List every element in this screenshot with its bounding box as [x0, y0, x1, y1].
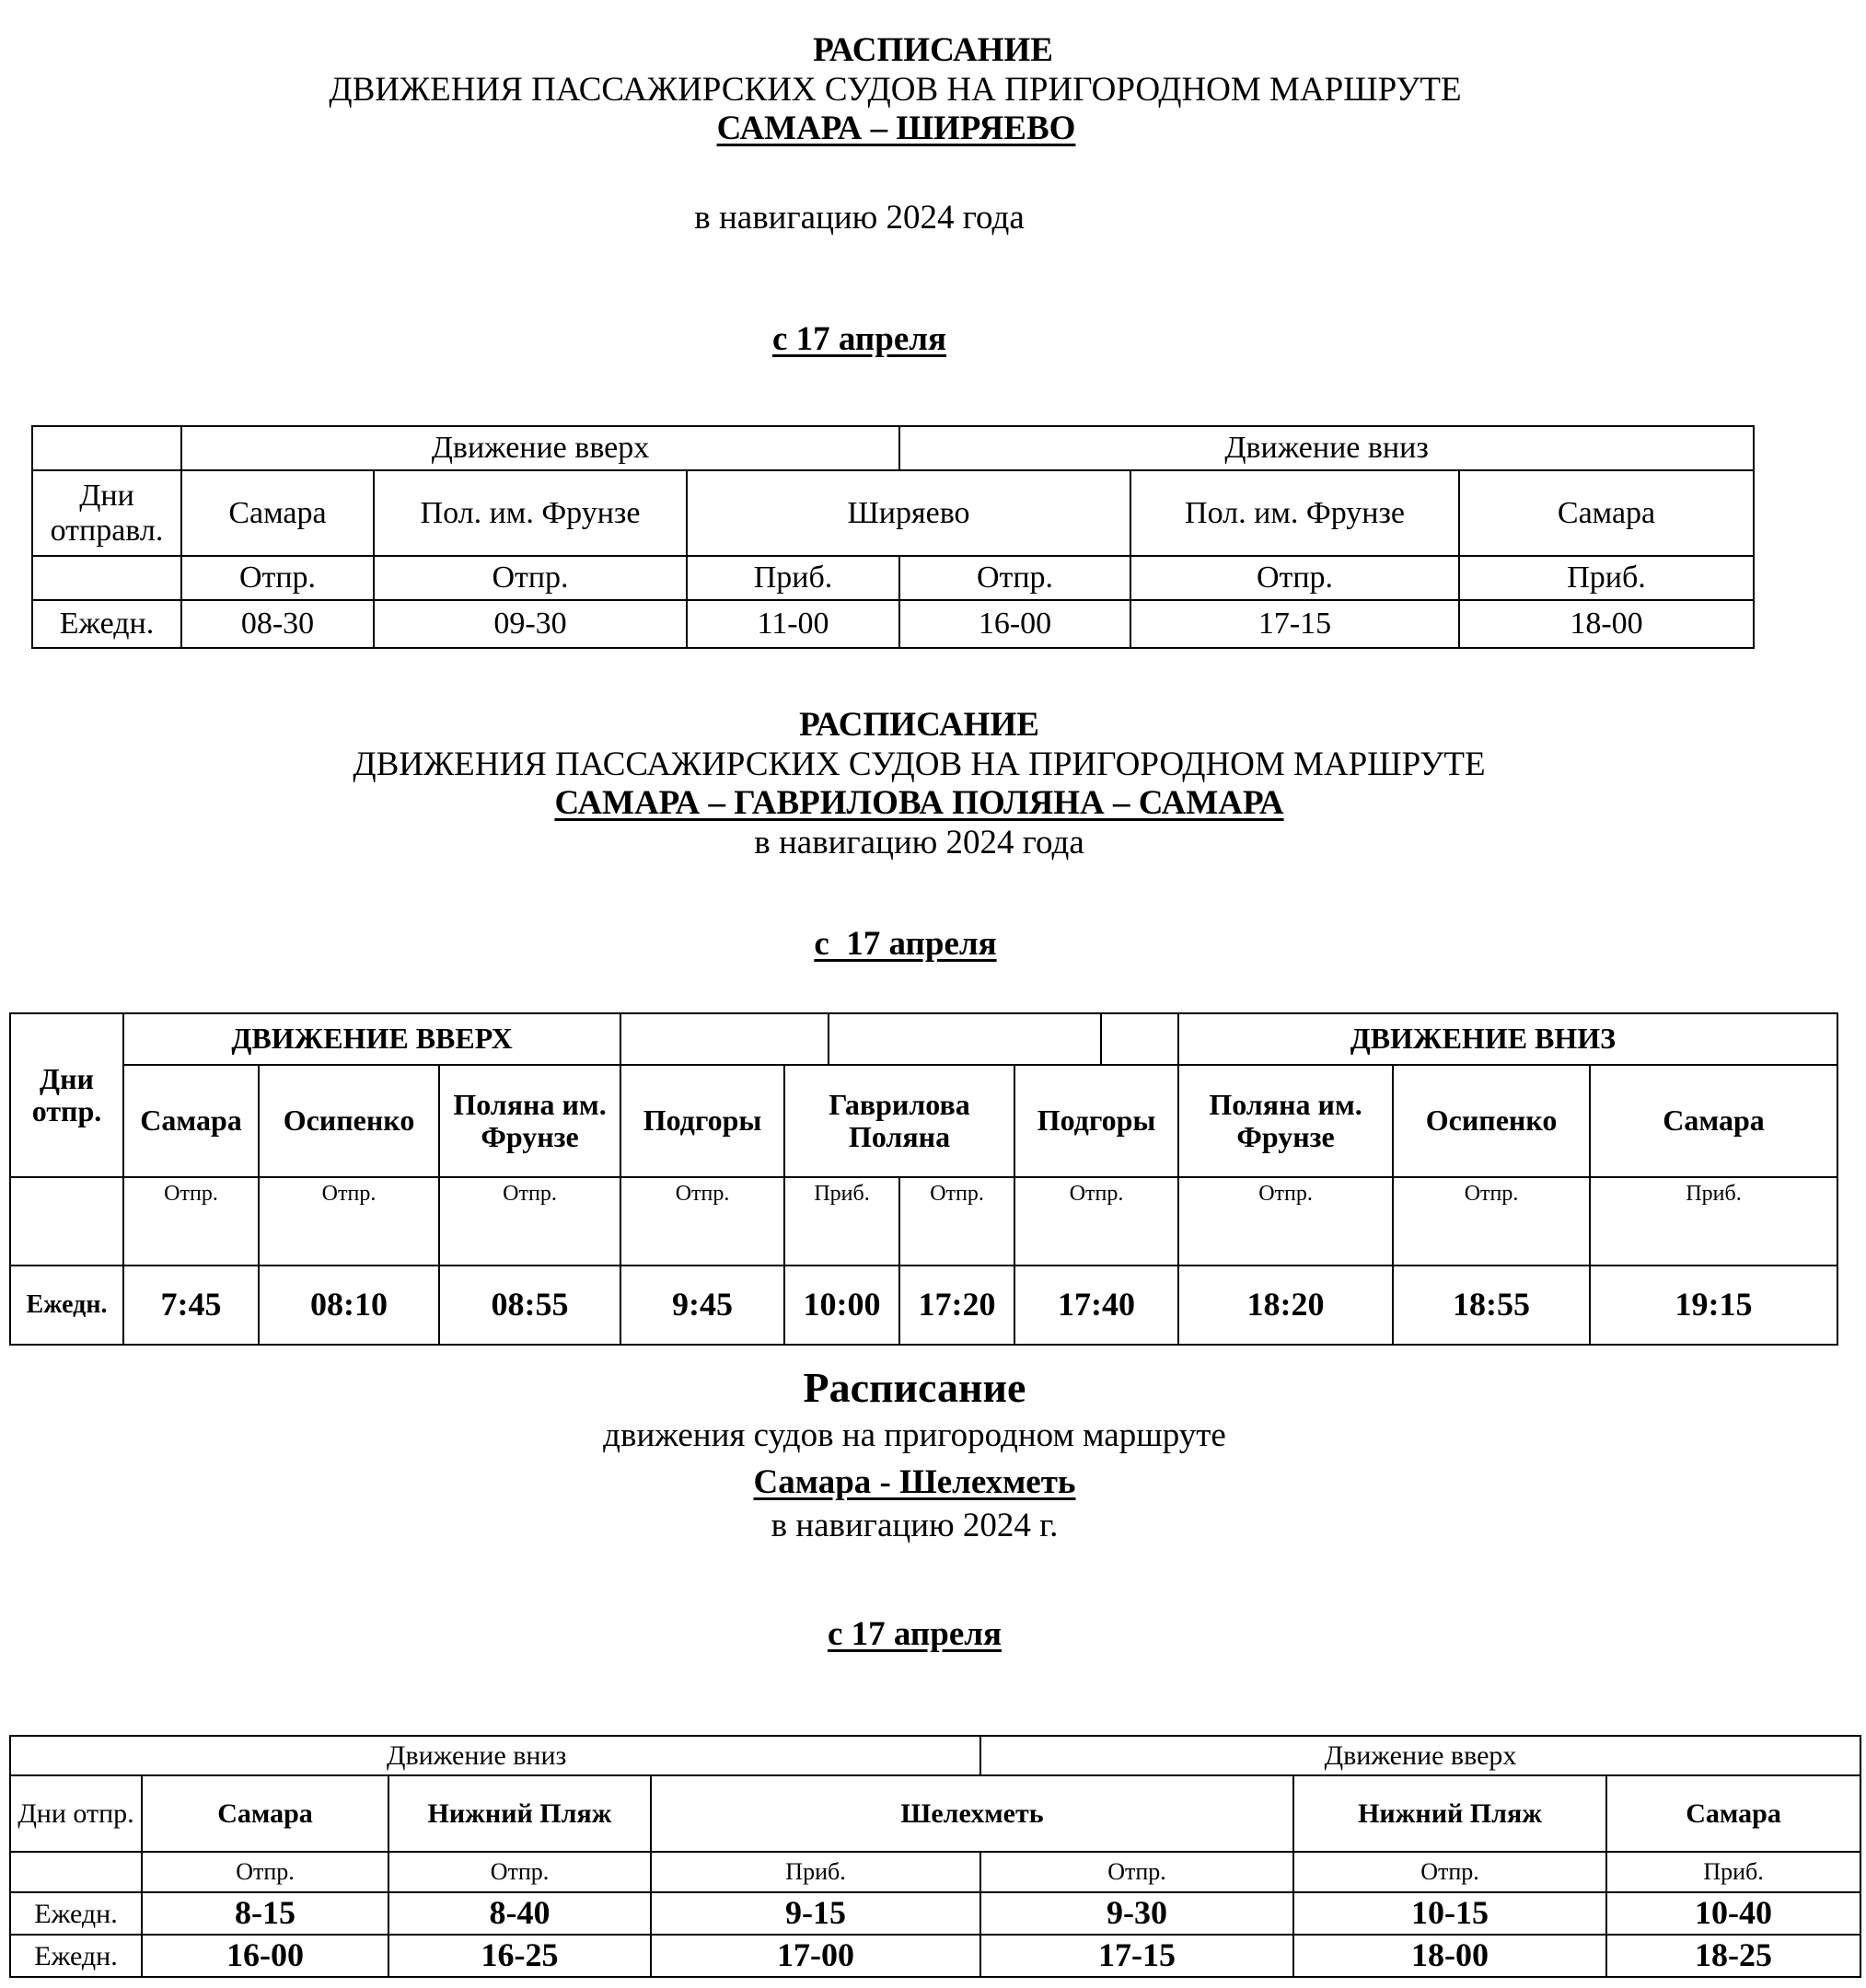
time-cell: 18:55 — [1393, 1266, 1590, 1345]
operation-label: Отпр. — [1130, 556, 1459, 600]
time-cell: 16-00 — [899, 600, 1130, 648]
days-cell: Ежедн. — [10, 1266, 123, 1345]
schedule-3-header — [0, 1364, 1848, 1546]
table-row — [10, 1935, 1860, 1977]
time-cell: 08-30 — [181, 600, 374, 648]
direction-down-header: Движение вниз — [899, 426, 1754, 470]
time-cell: 9-30 — [980, 1892, 1293, 1935]
schedule-2-header — [0, 706, 1866, 862]
time-cell: 08:55 — [439, 1266, 620, 1345]
time-cell: 17-00 — [651, 1935, 980, 1977]
schedule-1-season: в навигацию 2024 года — [694, 199, 1025, 237]
days-cell: Ежедн. — [10, 1892, 142, 1935]
direction-down-header: Движение вниз — [10, 1736, 980, 1775]
schedule-1-route: САМАРА – ШИРЯЕВО — [716, 110, 1076, 148]
operation-label: Приб. — [1459, 556, 1754, 600]
empty-cell — [32, 426, 181, 470]
empty-cell — [10, 1177, 123, 1266]
schedule-2-route: САМАРА – ГАВРИЛОВА ПОЛЯНА – САМАРА — [554, 784, 1284, 823]
schedule-2-subtitle: ДВИЖЕНИЯ ПАССАЖИРСКИХ СУДОВ НА ПРИГОРОДНОМ МАРШРУТЕ — [353, 745, 1486, 783]
stop-header: Пол. им. Фрунзе — [1130, 470, 1459, 556]
stop-header: Подгоры — [1014, 1065, 1178, 1177]
time-cell: 17:40 — [1014, 1266, 1178, 1345]
schedule-1-start-date: с 17 апреля — [771, 320, 947, 358]
empty-cell — [10, 1852, 142, 1892]
time-cell: 8-15 — [142, 1892, 388, 1935]
time-cell: 09-30 — [374, 600, 687, 648]
operation-label: Отпр. — [1393, 1177, 1590, 1266]
stop-header: Подгоры — [620, 1065, 784, 1177]
operation-label: Отпр. — [1293, 1852, 1606, 1892]
time-cell: 08:10 — [259, 1266, 439, 1345]
time-cell: 18:20 — [1178, 1266, 1393, 1345]
time-cell: 18-25 — [1606, 1935, 1860, 1977]
schedule-3-route: Самара - Шелехметь — [753, 1463, 1076, 1502]
operation-label: Отпр. — [620, 1177, 784, 1266]
schedule-1-subtitle: ДВИЖЕНИЯ ПАССАЖИРСКИХ СУДОВ НА ПРИГОРОДНОМ МАРШРУТЕ — [329, 70, 1462, 109]
operation-label: Отпр. — [181, 556, 374, 600]
stop-header: Осипенко — [259, 1065, 439, 1177]
days-cell: Ежедн. — [32, 600, 181, 648]
operation-label: Отпр. — [374, 556, 687, 600]
time-cell: 17-15 — [980, 1935, 1293, 1977]
stop-header: Гаврилова Поляна — [784, 1065, 1014, 1177]
stop-header: Самара — [123, 1065, 259, 1177]
operation-label: Отпр. — [439, 1177, 620, 1266]
schedule-2-start-date: с 17 апреля — [814, 925, 997, 963]
stop-header: Шелехметь — [651, 1775, 1293, 1852]
stop-header: Ширяево — [687, 470, 1130, 556]
schedule-3-start-date: с 17 апреля — [827, 1615, 1003, 1653]
operation-label: Отпр. — [123, 1177, 259, 1266]
table-row — [32, 600, 1754, 648]
operation-label: Приб. — [1590, 1177, 1837, 1266]
direction-down-header: ДВИЖЕНИЕ ВНИЗ — [1178, 1013, 1837, 1065]
schedule-1-header — [0, 31, 1866, 149]
time-cell: 10-15 — [1293, 1892, 1606, 1935]
time-cell: 16-00 — [142, 1935, 388, 1977]
operation-label: Отпр. — [980, 1852, 1293, 1892]
time-cell: 17:20 — [899, 1266, 1014, 1345]
operation-label: Приб. — [784, 1177, 899, 1266]
time-cell: 7:45 — [123, 1266, 259, 1345]
table-row — [10, 1266, 1837, 1345]
stop-header: Самара — [1606, 1775, 1860, 1852]
time-cell: 9-15 — [651, 1892, 980, 1935]
blank-header-cells — [620, 1013, 1178, 1065]
time-cell: 18-00 — [1293, 1935, 1606, 1977]
time-cell: 19:15 — [1590, 1266, 1837, 1345]
direction-up-header: ДВИЖЕНИЕ ВВЕРХ — [123, 1013, 620, 1065]
operation-label: Приб. — [651, 1852, 980, 1892]
time-cell: 17-15 — [1130, 600, 1459, 648]
schedule-2-table — [9, 1012, 1838, 1346]
stop-header: Осипенко — [1393, 1065, 1590, 1177]
direction-up-header: Движение вверх — [181, 426, 899, 470]
schedule-3-subtitle: движения судов на пригородном маршруте — [603, 1416, 1226, 1454]
time-cell: 10-40 — [1606, 1892, 1860, 1935]
empty-cell — [32, 556, 181, 600]
schedule-2-title: РАСПИСАНИЕ — [799, 706, 1039, 744]
operation-label: Отпр. — [142, 1852, 388, 1892]
time-cell: 11-00 — [687, 600, 899, 648]
schedule-1-table — [31, 425, 1755, 649]
direction-up-header: Движение вверх — [980, 1736, 1860, 1775]
days-header: Дни отпр. — [10, 1775, 142, 1852]
time-cell: 8-40 — [388, 1892, 651, 1935]
time-cell: 9:45 — [620, 1266, 784, 1345]
operation-label: Отпр. — [1014, 1177, 1178, 1266]
stop-header: Пол. им. Фрунзе — [374, 470, 687, 556]
days-header: Дни отправл. — [32, 470, 181, 556]
stop-header: Самара — [1590, 1065, 1837, 1177]
stop-header: Поляна им. Фрунзе — [1178, 1065, 1393, 1177]
stop-header: Самара — [181, 470, 374, 556]
table-row — [10, 1892, 1860, 1935]
stop-header: Нижний Пляж — [388, 1775, 651, 1852]
days-header: Дни отпр. — [10, 1013, 123, 1177]
schedule-3-table — [9, 1735, 1861, 1978]
stop-header: Нижний Пляж — [1293, 1775, 1606, 1852]
operation-label: Отпр. — [1178, 1177, 1393, 1266]
time-cell: 10:00 — [784, 1266, 899, 1345]
operation-label: Приб. — [1606, 1852, 1860, 1892]
operation-label: Приб. — [687, 556, 899, 600]
operation-label: Отпр. — [259, 1177, 439, 1266]
schedule-2-season: в навигацию 2024 года — [754, 823, 1084, 861]
operation-label: Отпр. — [899, 556, 1130, 600]
time-cell: 18-00 — [1459, 600, 1754, 648]
stop-header: Самара — [1459, 470, 1754, 556]
time-cell: 16-25 — [388, 1935, 651, 1977]
operation-label: Отпр. — [899, 1177, 1014, 1266]
schedule-1-title: РАСПИСАНИЕ — [813, 31, 1053, 69]
schedule-3-title: Расписание — [803, 1364, 1026, 1411]
operation-label: Отпр. — [388, 1852, 651, 1892]
days-cell: Ежедн. — [10, 1935, 142, 1977]
schedule-3-season: в навигацию 2024 г. — [771, 1507, 1059, 1545]
stop-header: Поляна им. Фрунзе — [439, 1065, 620, 1177]
stop-header: Самара — [142, 1775, 388, 1852]
